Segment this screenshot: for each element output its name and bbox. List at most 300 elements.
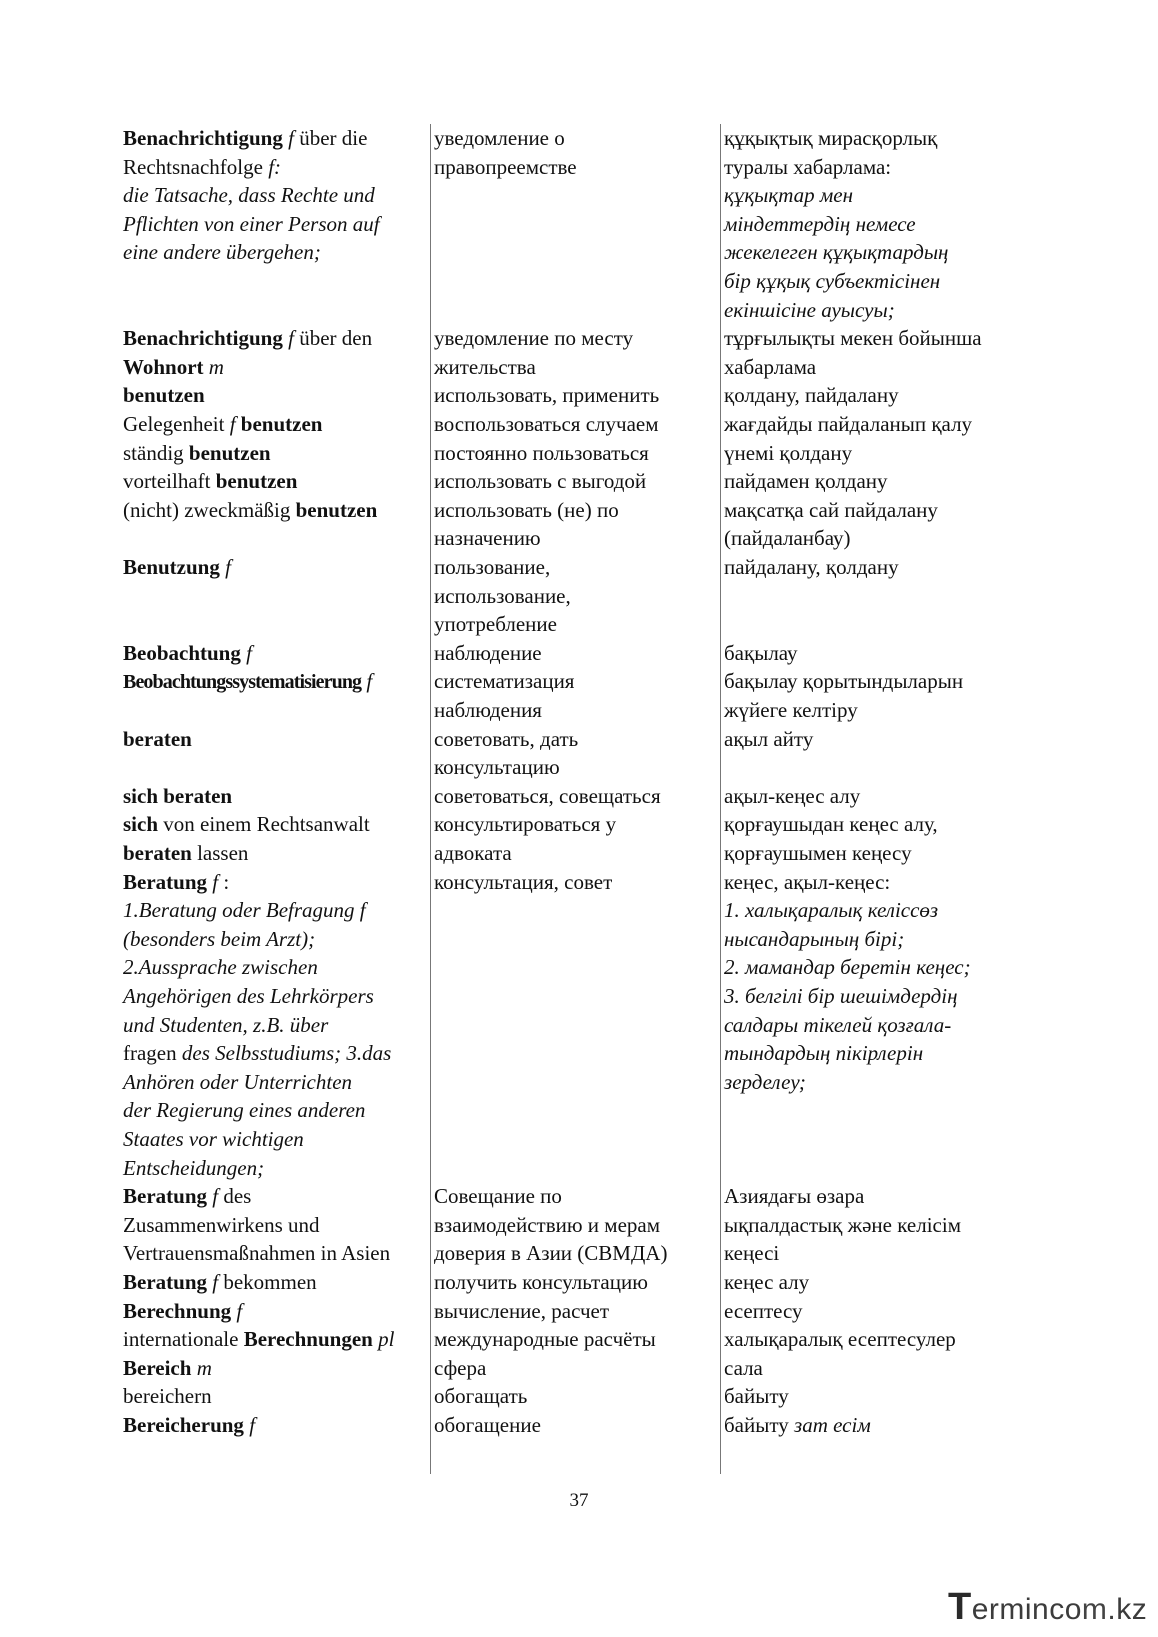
text-run: Beratung: [123, 1184, 207, 1209]
text-run: обогащение: [434, 1413, 541, 1437]
translation-ru: [434, 868, 716, 897]
text-line: [434, 839, 716, 868]
translation-ru: [434, 1354, 716, 1383]
translation-ru: [434, 124, 716, 181]
text-run: 2. мамандар беретін кеңес;: [724, 955, 971, 980]
text-run: пайдалану, қолдану: [724, 555, 899, 579]
text-run: ақыл-кеңес алу: [724, 783, 861, 808]
logo-domain: .kz: [1107, 1593, 1148, 1626]
text-line: [724, 1325, 1024, 1354]
text-run: m: [203, 354, 224, 379]
text-run: тындардың пікірлерін: [724, 1041, 924, 1066]
text-line: [123, 210, 423, 239]
text-line: [434, 153, 716, 182]
text-run: Benachrichtigung: [123, 126, 283, 150]
text-line: [724, 324, 1024, 353]
term-de: [123, 1297, 423, 1326]
translation-ru: [434, 639, 716, 668]
text-line: [724, 238, 1024, 267]
text-line: [724, 1382, 1024, 1411]
text-line: [123, 839, 423, 868]
text-run: Азиядағы өзара: [724, 1184, 865, 1209]
text-run: байыту: [724, 1413, 795, 1437]
translation-kz: [724, 1325, 1024, 1354]
term-de: [123, 1182, 423, 1268]
text-line: [434, 324, 716, 353]
text-run: 3. белгілі бір шешімдердің: [724, 983, 958, 1008]
translation-kz: [724, 496, 1024, 553]
translation-ru: [434, 553, 716, 639]
text-line: [434, 1239, 716, 1268]
text-run: пайдамен қолдану: [724, 469, 888, 494]
text-run: советовать, дать: [434, 726, 579, 751]
text-line: [434, 1268, 716, 1297]
text-run: Совещание по: [434, 1184, 562, 1209]
text-run: 1.Beratung oder Befragung f: [123, 898, 366, 923]
term-de: [123, 1268, 423, 1297]
text-line: [123, 639, 423, 668]
text-line: [724, 1268, 1024, 1297]
text-run: über den: [293, 326, 373, 351]
text-line: [724, 410, 1024, 439]
text-line: [724, 353, 1024, 382]
text-line: [724, 1011, 1024, 1040]
term-de: [123, 496, 423, 525]
text-run: Gelegenheit: [123, 412, 225, 436]
translation-kz: [724, 1268, 1024, 1297]
text-line: [123, 953, 423, 982]
text-line: [724, 868, 1024, 897]
text-line: [123, 1039, 423, 1068]
text-run: f: [231, 1298, 243, 1323]
text-line: [724, 725, 1024, 754]
text-line: [123, 1068, 423, 1097]
text-line: [123, 896, 423, 925]
column-divider-2: [720, 124, 721, 1474]
translation-ru: [434, 1268, 716, 1297]
text-line: [123, 467, 423, 496]
translation-ru: [434, 1297, 716, 1326]
text-run: адвоката: [434, 840, 512, 865]
text-run: f: [224, 412, 236, 436]
text-run: des: [218, 1184, 252, 1209]
text-line: [123, 1325, 423, 1354]
text-line: [724, 896, 1024, 925]
text-line: [123, 1125, 423, 1154]
text-run: benutzen: [235, 412, 323, 436]
text-run: бақылау: [724, 640, 798, 665]
text-line: [724, 953, 1024, 982]
text-line: [724, 667, 1024, 696]
text-run: Benachrichtigung: [123, 326, 283, 351]
translation-kz: [724, 467, 1024, 496]
text-run: der Regierung eines anderen: [123, 1098, 366, 1123]
text-line: [123, 181, 423, 210]
column-divider-1: [430, 124, 431, 1474]
text-run: Vertrauensmaßnahmen in Asien: [123, 1241, 391, 1266]
term-de: [123, 810, 423, 867]
text-line: [724, 782, 1024, 811]
text-run: Wohnort: [123, 354, 204, 379]
text-line: [123, 153, 423, 182]
text-run: пользование,: [434, 555, 551, 579]
text-run: постоянно пользоваться: [434, 440, 649, 465]
translation-kz: [724, 553, 1024, 582]
text-run: международные расчёты: [434, 1327, 656, 1352]
text-run: кеңесі: [724, 1241, 780, 1266]
text-run: систематизация: [434, 669, 575, 694]
text-line: [434, 1354, 716, 1383]
text-line: [724, 1297, 1024, 1326]
text-run: екіншісіне ауысуы;: [724, 297, 895, 322]
translation-kz: [724, 810, 1024, 867]
text-run: fragen: [123, 1041, 182, 1066]
text-run: доверия в Азии (СВМДА): [434, 1241, 668, 1266]
text-run: des Selbsstudiums; 3.das: [181, 1041, 392, 1066]
text-line: [724, 553, 1024, 582]
text-line: [123, 1239, 423, 1268]
text-line: [123, 353, 423, 382]
text-line: [724, 439, 1024, 468]
text-run: benutzen: [295, 497, 378, 522]
text-run: сфера: [434, 1355, 487, 1380]
text-line: [724, 696, 1024, 725]
text-run: взаимодействию и мерам: [434, 1212, 660, 1237]
translation-kz: [724, 639, 1024, 668]
translation-kz: [724, 1382, 1024, 1411]
text-line: [434, 725, 716, 754]
text-line: [724, 1039, 1024, 1068]
text-line: [123, 1096, 423, 1125]
text-line: [434, 696, 716, 725]
translation-ru: [434, 782, 716, 811]
translation-ru: [434, 667, 716, 724]
text-run: құқықтар мен: [724, 183, 854, 208]
text-line: [434, 1297, 716, 1326]
text-run: Rechtsnachfolge: [123, 154, 269, 179]
term-de: [123, 868, 423, 1183]
text-run: internationale: [123, 1327, 244, 1352]
translation-kz: [724, 410, 1024, 439]
text-line: [724, 496, 1024, 525]
text-run: vorteilhaft: [123, 469, 216, 494]
text-run: Staates vor wichtigen: [123, 1126, 304, 1151]
text-line: [724, 1239, 1024, 1268]
text-run: sich beraten: [123, 783, 233, 808]
text-line: [434, 439, 716, 468]
terminco-logo[interactable]: [948, 1586, 1147, 1629]
term-de: [123, 439, 423, 468]
text-line: [123, 810, 423, 839]
term-de: [123, 1382, 423, 1411]
text-run: жекелеген құқықтардың: [724, 240, 949, 265]
text-run: und Studenten, z.B. über: [123, 1012, 329, 1037]
text-line: [123, 1354, 423, 1383]
text-run: f: [219, 555, 231, 579]
text-line: [724, 210, 1024, 239]
text-line: [123, 381, 423, 410]
text-run: Beobachtung: [123, 640, 241, 665]
logo-letter-t: T: [948, 1586, 972, 1628]
term-de: [123, 667, 423, 697]
text-line: [724, 381, 1024, 410]
text-run: хабарлама: [724, 354, 817, 379]
glossary-table: [123, 124, 1023, 1474]
translation-ru: [434, 1325, 716, 1354]
text-run: Angehörigen des Lehrkörpers: [123, 983, 374, 1008]
text-run: жительства: [434, 354, 536, 379]
text-line: [724, 1411, 1024, 1440]
text-run: вычисление, расчет: [434, 1298, 610, 1323]
translation-ru: [434, 725, 716, 782]
text-run: ständig: [123, 440, 189, 465]
text-run: bereichern: [123, 1384, 212, 1409]
text-line: [434, 810, 716, 839]
text-run: benutzen: [215, 469, 298, 494]
text-run: қорғаушымен кеңесу: [724, 840, 912, 865]
translation-kz: [724, 1354, 1024, 1383]
term-de: [123, 467, 423, 496]
text-line: [123, 238, 423, 267]
translation-kz: [724, 1411, 1024, 1440]
text-line: [123, 782, 423, 811]
translation-ru: [434, 1182, 716, 1268]
text-run: назначению: [434, 526, 541, 551]
text-line: [123, 553, 423, 582]
text-line: [123, 324, 423, 353]
text-run: уведомление по месту: [434, 326, 634, 351]
text-run: Beobachtungssystematisierung: [123, 671, 362, 694]
text-line: [434, 639, 716, 668]
translation-kz: [724, 667, 1024, 724]
text-line: [434, 524, 716, 553]
text-run: lassen: [191, 840, 249, 865]
text-run: (besonders beim Arzt);: [123, 926, 316, 951]
text-run: үнемі қолдану: [724, 440, 853, 465]
text-run: beraten: [123, 726, 192, 751]
term-de: [123, 324, 423, 381]
text-line: [123, 1211, 423, 1240]
text-run: f: [243, 1413, 256, 1437]
text-run: bekommen: [218, 1270, 317, 1294]
text-run: байыту: [724, 1384, 789, 1409]
term-de: [123, 725, 423, 754]
text-run: жүйеге келтіру: [724, 697, 858, 722]
text-line: [434, 353, 716, 382]
text-line: [724, 1068, 1024, 1097]
text-line: [724, 1182, 1024, 1211]
text-line: [123, 410, 423, 439]
text-run: 1. халықаралық келіссөз: [724, 898, 939, 923]
text-run: die Tatsache, dass Rechte und: [123, 183, 375, 208]
translation-kz: [724, 124, 1024, 324]
text-run: мақсатқа сай пайдалану: [724, 497, 938, 522]
text-run: benutzen: [188, 440, 271, 465]
text-line: [123, 982, 423, 1011]
text-run: міндеттердің немесе: [724, 211, 916, 236]
text-run: (nicht) zweckmäßig: [123, 497, 296, 522]
text-line: [434, 1211, 716, 1240]
text-run: есептесу: [724, 1298, 803, 1323]
text-line: [724, 181, 1024, 210]
text-run: Zusammenwirkens und: [123, 1212, 320, 1237]
text-line: [123, 1268, 423, 1297]
page-number: 37: [569, 1490, 589, 1511]
text-run: бақылау қорытындыларын: [724, 669, 964, 694]
text-run: :: [218, 869, 230, 894]
text-line: [123, 925, 423, 954]
text-line: [434, 1382, 716, 1411]
text-line: [724, 296, 1024, 325]
text-line: [724, 982, 1024, 1011]
text-run: Entscheidungen;: [123, 1155, 265, 1180]
text-line: [123, 1382, 423, 1411]
term-de: [123, 782, 423, 811]
text-run: Berechnung: [123, 1298, 232, 1323]
text-line: [724, 639, 1024, 668]
text-line: [123, 1182, 423, 1211]
text-line: [434, 868, 716, 897]
text-run: наблюдение: [434, 640, 542, 665]
text-line: [724, 839, 1024, 868]
text-line: [434, 381, 716, 410]
text-run: benutzen: [123, 383, 205, 408]
text-run: beraten: [123, 840, 192, 865]
text-run: нысандарының бірі;: [724, 926, 905, 951]
text-run: (пайдаланбау): [724, 526, 851, 551]
term-de: [123, 1354, 423, 1383]
term-de: [123, 124, 423, 267]
text-run: бір құқық субъектісінен: [724, 268, 941, 293]
text-line: [123, 1411, 423, 1440]
text-run: f: [361, 669, 373, 694]
text-run: f: [282, 126, 294, 150]
translation-kz: [724, 1297, 1024, 1326]
text-line: [724, 267, 1024, 296]
text-run: f:: [268, 154, 282, 179]
text-line: [123, 868, 423, 897]
text-run: наблюдения: [434, 697, 542, 722]
translation-ru: [434, 439, 716, 468]
text-line: [434, 1411, 716, 1440]
term-de: [123, 1411, 423, 1440]
translation-ru: [434, 810, 716, 867]
text-line: [123, 725, 423, 754]
text-run: Beratung: [123, 869, 207, 894]
text-line: [724, 467, 1024, 496]
text-run: қорғаушыдан кеңес алу,: [724, 812, 938, 837]
text-run: құқықтық мирасқорлық: [724, 126, 938, 150]
text-line: [123, 124, 423, 153]
text-line: [724, 810, 1024, 839]
translation-ru: [434, 381, 716, 410]
text-run: зерделеу;: [724, 1069, 806, 1094]
text-line: [724, 153, 1024, 182]
text-run: использовать, применить: [434, 383, 660, 408]
text-run: Beratung: [123, 1270, 207, 1294]
text-line: [724, 1211, 1024, 1240]
text-line: [434, 582, 716, 611]
text-run: сала: [724, 1355, 763, 1380]
text-run: f: [207, 1184, 219, 1209]
text-run: f: [282, 326, 294, 351]
text-run: Benutzung: [123, 555, 220, 579]
text-run: жағдайды пайдаланып қалу: [724, 412, 973, 436]
term-de: [123, 1325, 423, 1354]
text-run: eine andere übergehen;: [123, 240, 321, 265]
text-run: ақыл айту: [724, 726, 814, 751]
text-run: f: [207, 869, 219, 894]
text-run: 2.Aussprache zwischen: [123, 955, 318, 980]
translation-kz: [724, 868, 1024, 1097]
term-de: [123, 639, 423, 668]
text-run: кеңес, ақыл-кеңес:: [724, 869, 891, 894]
text-line: [724, 925, 1024, 954]
text-line: [123, 1011, 423, 1040]
text-run: sich: [123, 812, 159, 837]
translation-ru: [434, 1411, 716, 1440]
translation-kz: [724, 782, 1024, 811]
text-run: консультацию: [434, 755, 560, 780]
text-run: von einem Rechtsanwalt: [158, 812, 370, 837]
text-line: [434, 610, 716, 639]
text-line: [434, 496, 716, 525]
text-line: [434, 782, 716, 811]
text-line: [123, 496, 423, 525]
text-line: [434, 753, 716, 782]
text-run: ықпалдастық және келісім: [724, 1212, 961, 1237]
text-run: обогащать: [434, 1384, 528, 1409]
text-line: [434, 124, 716, 153]
text-run: получить консультацию: [434, 1270, 648, 1294]
text-run: уведомление о: [434, 126, 565, 150]
text-line: [724, 1354, 1024, 1383]
text-run: салдары тікелей қозғала-: [724, 1012, 952, 1037]
translation-kz: [724, 324, 1024, 381]
text-line: [724, 124, 1024, 153]
text-run: f: [240, 640, 252, 665]
text-run: зат есім: [794, 1413, 871, 1437]
text-run: m: [191, 1355, 212, 1380]
text-line: [434, 467, 716, 496]
text-run: қолдану, пайдалану: [724, 383, 899, 408]
text-line: [123, 439, 423, 468]
text-run: использование,: [434, 583, 571, 608]
term-de: [123, 381, 423, 410]
text-run: über die: [293, 126, 368, 150]
text-run: воспользоваться случаем: [434, 412, 659, 436]
text-run: консультироваться у: [434, 812, 617, 837]
logo-text-m: m: [1081, 1593, 1108, 1626]
translation-ru: [434, 467, 716, 496]
translation-kz: [724, 439, 1024, 468]
text-line: [434, 1325, 716, 1354]
logo-text: ermincо: [971, 1593, 1082, 1626]
translation-kz: [724, 725, 1024, 754]
text-line: [123, 667, 423, 697]
term-de: [123, 410, 423, 439]
text-line: [123, 1297, 423, 1326]
text-run: pl: [372, 1327, 395, 1352]
translation-ru: [434, 324, 716, 381]
text-run: Berechnungen: [243, 1327, 373, 1352]
text-line: [434, 410, 716, 439]
term-de: [123, 553, 423, 582]
text-run: правопреемстве: [434, 154, 577, 179]
text-run: употребление: [434, 612, 557, 637]
text-run: туралы хабарлама:: [724, 154, 892, 179]
text-run: использовать с выгодой: [434, 469, 647, 494]
